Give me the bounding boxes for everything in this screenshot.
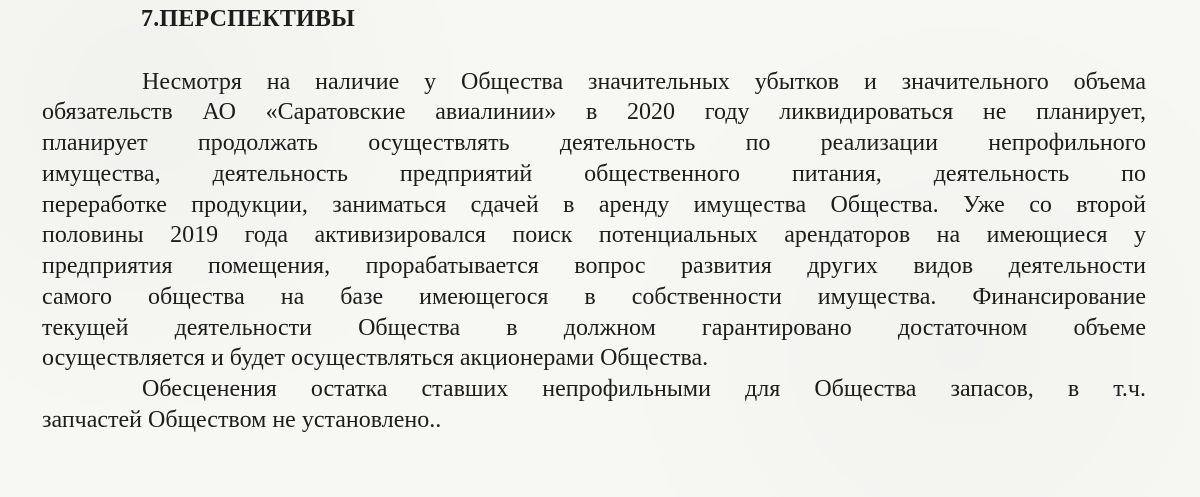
paragraph-1-line-3: планирует продолжать осуществлять деятельность по реализации непрофильного bbox=[42, 130, 1146, 156]
paragraph-2-line-1: Обесценения остатка ставших непрофильными для Общества запасов, в т.ч. bbox=[142, 376, 1146, 402]
paragraph-1-line-8: самого общества на базе имеющегося в собственности имущества. Финансирование bbox=[42, 284, 1146, 310]
paragraph-1-line-6: половины 2019 года активизировался поиск потенциальных арендаторов на имеющиеся у bbox=[42, 222, 1146, 248]
section-heading: 7.ПЕРСПЕКТИВЫ bbox=[141, 6, 355, 32]
paragraph-2-line-2: запчастей Обществом не установлено.. bbox=[42, 407, 442, 433]
paragraph-1-line-9: текущей деятельности Общества в должном гарантировано достаточном объеме bbox=[42, 315, 1146, 341]
paragraph-1-line-7: предприятия помещения, прорабатывается вопрос развития других видов деятельности bbox=[42, 253, 1146, 279]
paragraph-1-line-1: Несмотря на наличие у Общества значительных убытков и значительного объема bbox=[142, 69, 1146, 95]
paragraph-1-line-5: переработке продукции, заниматься сдачей в аренду имущества Общества. Уже со второй bbox=[42, 192, 1146, 218]
paragraph-1-line-10: осуществляется и будет осуществляться акционерами Общества. bbox=[42, 345, 709, 371]
paragraph-1-line-4: имущества, деятельность предприятий общественного питания, деятельность по bbox=[42, 161, 1146, 187]
paragraph-1-line-2: обязательств АО «Саратовские авиалинии» в 2020 году ликвидироваться не планирует, bbox=[42, 99, 1146, 125]
